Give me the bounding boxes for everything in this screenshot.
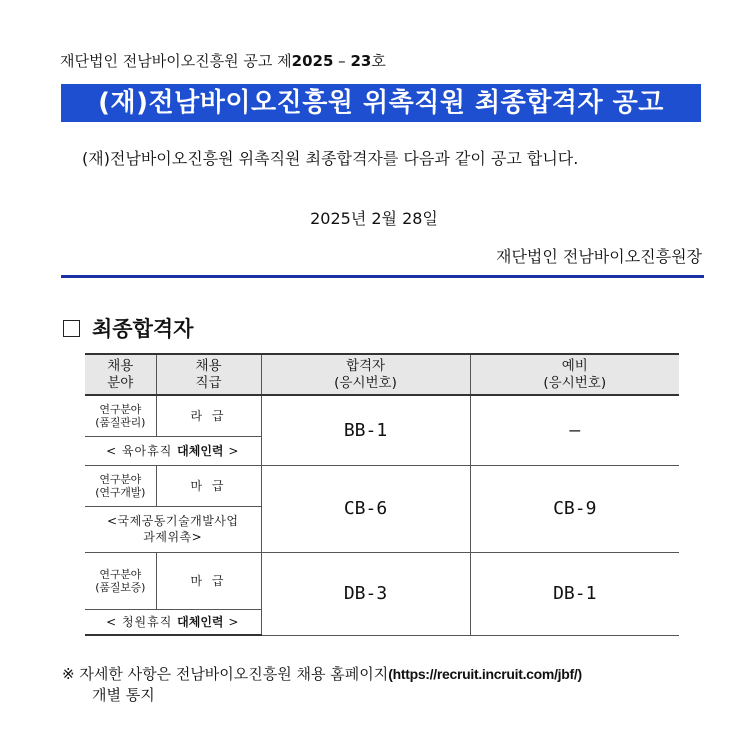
signer: 재단법인 전남바이오진흥원장 — [495, 247, 702, 266]
header-passed: 합격자 (응시번호) — [261, 354, 470, 395]
grade-cell: 라 급 — [156, 395, 261, 436]
grade-cell: 마 급 — [156, 465, 261, 506]
announcement-separator: – — [333, 52, 351, 70]
footnote-text: 자세한 사항은 전남바이오진흥원 채용 홈페이지 — [74, 665, 389, 683]
section-title: 최종합격자 — [92, 317, 194, 341]
announcement-suffix: 호 — [371, 52, 386, 70]
announcement-org: 재단법인 전남바이오진흥원 공고 제 — [60, 52, 292, 70]
field-cell: 연구분야 (연구개발) — [85, 465, 156, 506]
page-title: (재)전남바이오진흥원 위촉직원 최종합격자 공고 — [61, 84, 701, 122]
footnote-line1 — [62, 664, 582, 685]
note-cell: < 육아휴직 대체인력 > — [85, 436, 261, 465]
field-cell: 연구분야 (품질보증) — [85, 552, 156, 609]
section-heading — [63, 313, 193, 343]
checkbox-square-icon — [63, 320, 80, 337]
passed-cell: DB-3 — [261, 552, 470, 635]
announcement-year: 2025 — [291, 52, 334, 70]
recruit-url: (https://recruit.incruit.com/jbf/) — [388, 666, 582, 682]
footnote-line2: 개별 통지 — [92, 686, 155, 704]
note-cell: <국제공동기술개발사업 과제위촉> — [85, 506, 261, 552]
table-header-row — [85, 354, 679, 395]
header-field: 채용 분야 — [85, 354, 156, 395]
passed-cell: BB-1 — [261, 395, 470, 465]
announcement-number — [60, 50, 386, 71]
header-reserve: 예비 (응시번호) — [470, 354, 679, 395]
table-row — [85, 465, 679, 506]
note-cell: < 청원휴직 대체인력 > — [85, 609, 261, 635]
intro-text: (재)전남바이오진흥원 위촉직원 최종합격자를 다음과 같이 공고 합니다. — [82, 149, 579, 168]
passed-cell: CB-6 — [261, 465, 470, 552]
reserve-cell: CB-9 — [470, 465, 679, 552]
table-row — [85, 552, 679, 609]
announcement-no: 23 — [350, 52, 372, 70]
grade-cell: 마 급 — [156, 552, 261, 609]
reserve-cell: DB-1 — [470, 552, 679, 635]
reserve-cell: – — [470, 395, 679, 465]
footnote — [62, 664, 582, 706]
field-cell: 연구분야 (품질관리) — [85, 395, 156, 436]
results-table — [85, 353, 679, 636]
header-grade: 채용 직급 — [156, 354, 261, 395]
divider-rule — [61, 275, 704, 278]
table-row — [85, 395, 679, 436]
reference-mark-icon: ※ — [62, 665, 75, 683]
announcement-date: 2025년 2월 28일 — [310, 209, 438, 228]
